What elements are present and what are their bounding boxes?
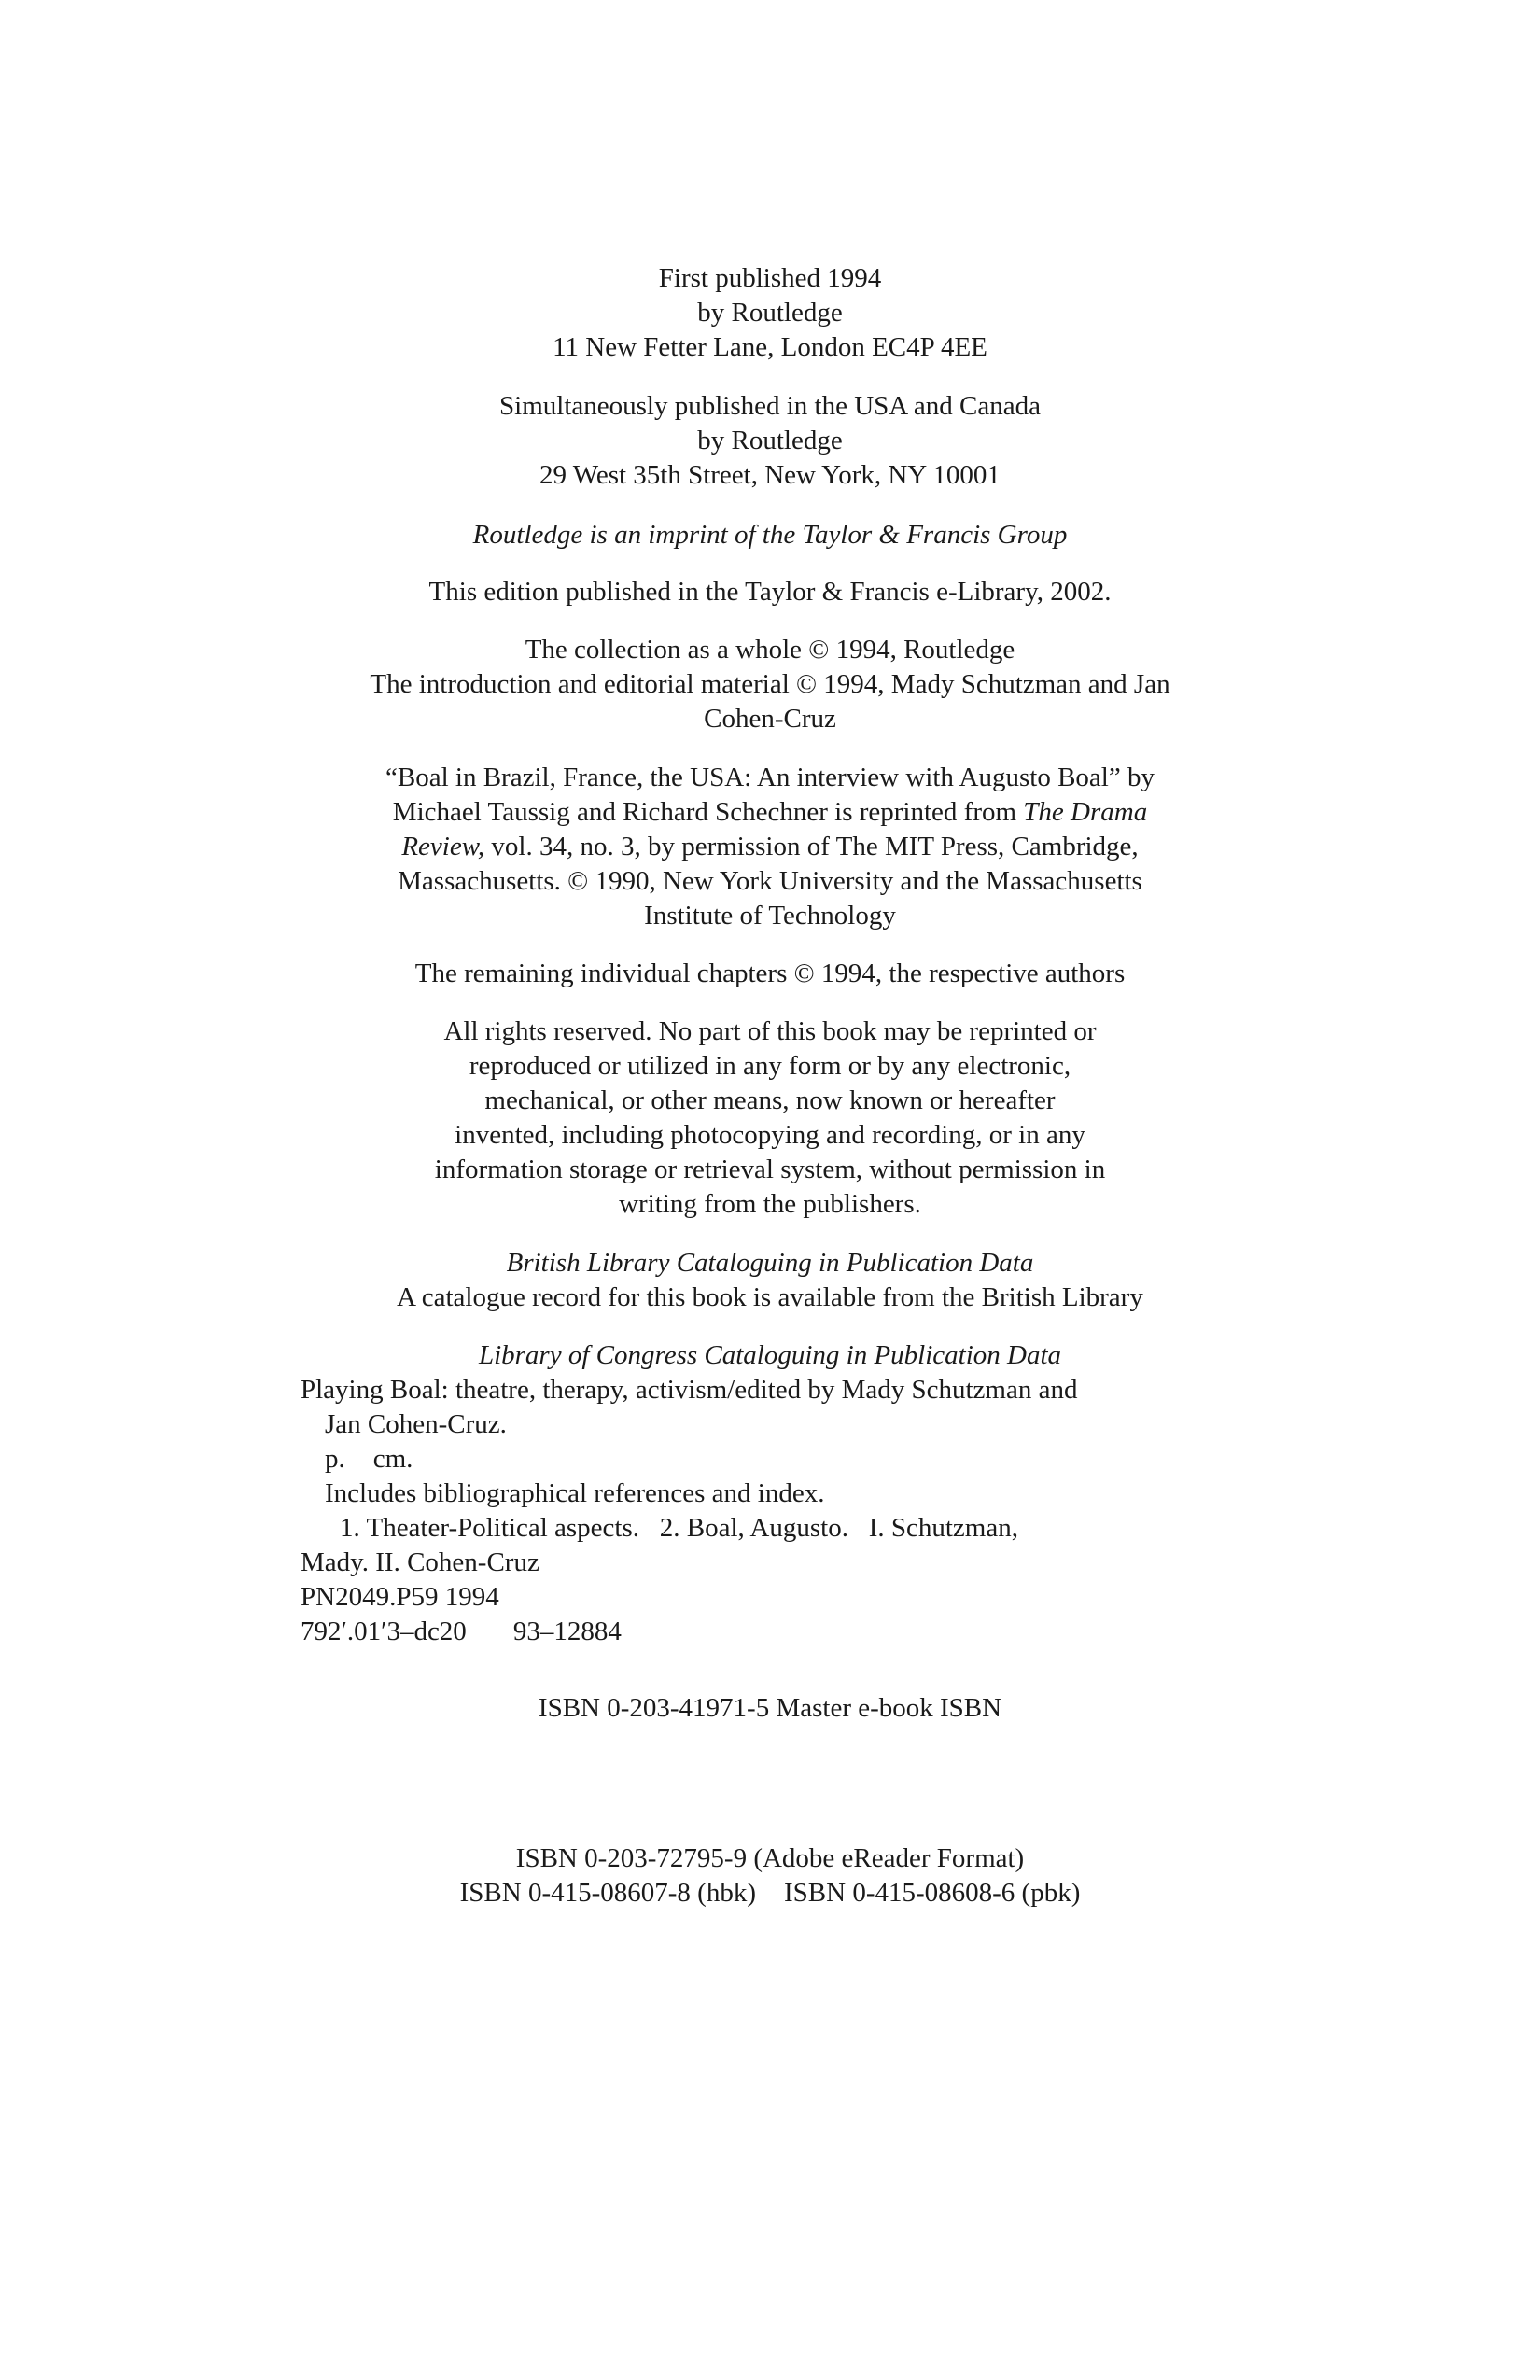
loc-subjects-line-1: 1. Theater-Political aspects. 2. Boal, Augusto. I. Schutzman, bbox=[340, 1513, 1018, 1543]
edition-block bbox=[280, 575, 1260, 609]
isbn-print bbox=[280, 1876, 1260, 1911]
loc-title-line-2: Jan Cohen-Cruz. bbox=[325, 1409, 507, 1439]
publisher-block bbox=[280, 261, 1260, 365]
british-library-block bbox=[280, 1246, 1260, 1315]
rights-block bbox=[280, 1015, 1260, 1222]
simultaneous-publication: Simultaneously published in the USA and Canada bbox=[499, 391, 1041, 421]
interview-line-4: Massachusetts. © 1990, New York University and the Massachusetts bbox=[398, 866, 1142, 896]
loc-title-line-1: Playing Boal: theatre, therapy, activism/edited by Mady Schutzman and bbox=[301, 1375, 1078, 1405]
imprint-block bbox=[280, 518, 1260, 553]
rights-line: reproduced or utilized in any form or by any electronic, bbox=[469, 1051, 1071, 1081]
usa-publisher-block bbox=[280, 389, 1260, 493]
isbn-block bbox=[280, 1841, 1260, 1911]
first-published: First published 1994 bbox=[658, 263, 882, 293]
journal-title: The Drama bbox=[1023, 797, 1148, 827]
loc-heading: Library of Congress Cataloguing in Publication Data bbox=[478, 1340, 1062, 1370]
rights-line: invented, including photocopying and recording, or in any bbox=[455, 1120, 1085, 1150]
isbn-pbk: ISBN 0-415-08608-6 (pbk) bbox=[784, 1878, 1081, 1908]
interview-line-5: Institute of Technology bbox=[644, 901, 896, 931]
rights-line: writing from the publishers. bbox=[619, 1189, 921, 1219]
loc-dewey: 792′.01′3–dc20 93–12884 bbox=[301, 1617, 622, 1646]
usa-publisher-name: by Routledge bbox=[697, 426, 843, 455]
british-library-text: A catalogue record for this book is available from the British Library bbox=[397, 1282, 1143, 1312]
copyright-introduction-cont: Cohen-Cruz bbox=[704, 704, 836, 734]
interview-line-1: “Boal in Brazil, France, the USA: An interview with Augusto Boal” by bbox=[385, 763, 1155, 792]
copyright-block bbox=[280, 633, 1260, 736]
loc-lccn: 93–12884 bbox=[512, 1617, 622, 1646]
rights-line: information storage or retrieval system, without permission in bbox=[434, 1155, 1106, 1184]
interview-line-3: Review, vol. 34, no. 3, by permission of The MIT Press, Cambridge, bbox=[401, 832, 1139, 861]
loc-subjects-line-2: Mady. II. Cohen-Cruz bbox=[301, 1547, 539, 1577]
imprint-note: Routledge is an imprint of the Taylor & Francis Group bbox=[472, 520, 1068, 550]
remaining-chapters: The remaining individual chapters © 1994, the respective authors bbox=[414, 959, 1126, 988]
usa-publisher-address: 29 West 35th Street, New York, NY 10001 bbox=[539, 460, 1001, 490]
remaining-chapters-block bbox=[280, 957, 1260, 991]
isbn-master: ISBN 0-203-41971-5 Master e-book ISBN bbox=[538, 1693, 1002, 1723]
loc-record bbox=[301, 1373, 1234, 1649]
loc-includes: Includes bibliographical references and index. bbox=[325, 1478, 825, 1508]
rights-line: All rights reserved. No part of this book may be reprinted or bbox=[443, 1016, 1097, 1046]
publisher-address: 11 New Fetter Lane, London EC4P 4EE bbox=[553, 332, 987, 362]
isbn-master-block bbox=[280, 1691, 1260, 1726]
isbn-hbk: ISBN 0-415-08607-8 (hbk) bbox=[459, 1878, 756, 1908]
journal-title-cont: Review, bbox=[401, 832, 485, 861]
interview-block bbox=[280, 761, 1260, 933]
edition-note: This edition published in the Taylor & Francis e-Library, 2002. bbox=[428, 577, 1112, 607]
loc-call-number: PN2049.P59 1994 bbox=[301, 1582, 499, 1612]
isbn-adobe: ISBN 0-203-72795-9 (Adobe eReader Format) bbox=[515, 1843, 1025, 1873]
interview-line-2: Michael Taussig and Richard Schechner is reprinted from The Drama bbox=[392, 797, 1148, 827]
loc-heading-block bbox=[280, 1338, 1260, 1373]
rights-line: mechanical, or other means, now known or hereafter bbox=[484, 1085, 1056, 1115]
loc-pages: p. cm. bbox=[325, 1444, 413, 1474]
british-library-heading: British Library Cataloguing in Publication Data bbox=[506, 1248, 1034, 1278]
publisher-name: by Routledge bbox=[697, 298, 843, 328]
copyright-introduction: The introduction and editorial material © 1994, Mady Schutzman and Jan bbox=[370, 669, 1170, 699]
copyright-collection: The collection as a whole © 1994, Routledge bbox=[525, 635, 1015, 665]
